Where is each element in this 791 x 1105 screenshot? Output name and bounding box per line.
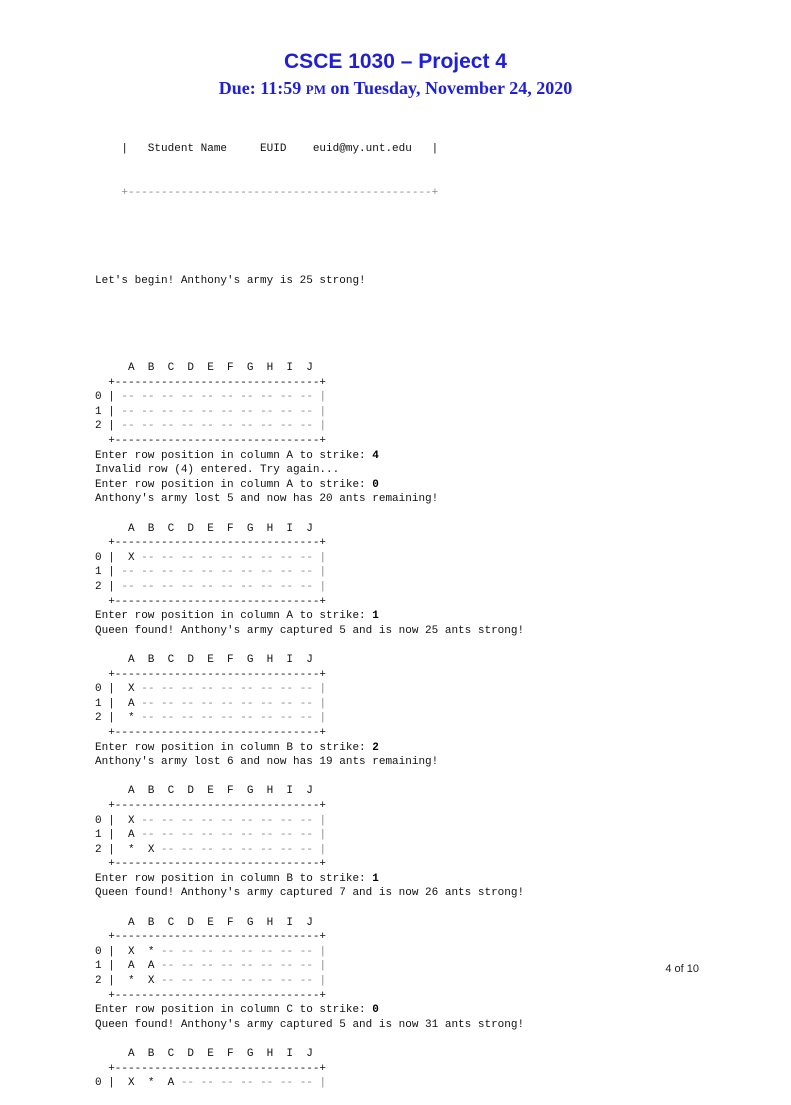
user-input: 4 bbox=[372, 449, 379, 462]
due-prefix: Due: 11:59 bbox=[218, 78, 306, 98]
game-board-block bbox=[95, 653, 524, 784]
row-cells: X -- -- -- -- -- -- -- -- -- bbox=[128, 551, 313, 564]
user-input: 1 bbox=[372, 610, 379, 623]
row-label: 2 | bbox=[95, 975, 129, 988]
board-border-bottom: +-------------------------------+ bbox=[95, 858, 327, 871]
user-input: 1 bbox=[372, 872, 379, 885]
row-cells: -- -- -- -- -- -- -- -- -- -- bbox=[121, 581, 313, 593]
row-end: | bbox=[312, 829, 327, 842]
board-row bbox=[95, 419, 524, 434]
board-columns: A B C D E F G H I J bbox=[95, 916, 313, 929]
board-border-top: +-------------------------------+ bbox=[95, 537, 327, 550]
row-label: 2 | bbox=[95, 581, 122, 593]
row-cells: * X -- -- -- -- -- -- -- -- bbox=[128, 843, 313, 856]
row-label: 0 | bbox=[95, 391, 122, 404]
row-label: 1 | bbox=[95, 829, 129, 842]
row-end: | bbox=[312, 960, 327, 973]
row-cells: * -- -- -- -- -- -- -- -- -- bbox=[128, 712, 313, 725]
log-text: Invalid row (4) entered. Try again... bbox=[95, 464, 340, 477]
row-end: | bbox=[312, 391, 327, 404]
board-border-bottom: +-------------------------------+ bbox=[95, 989, 327, 1002]
boards-container bbox=[95, 361, 524, 1091]
row-end: | bbox=[312, 712, 327, 725]
log-line bbox=[95, 478, 524, 493]
row-end: | bbox=[312, 975, 327, 988]
row-end: | bbox=[312, 566, 327, 579]
board-columns: A B C D E F G H I J bbox=[95, 362, 313, 375]
board-border-top: +-------------------------------+ bbox=[95, 668, 327, 681]
board-border-top: +-------------------------------+ bbox=[95, 1062, 327, 1075]
board-columns: A B C D E F G H I J bbox=[95, 785, 313, 798]
row-end: | bbox=[312, 420, 327, 433]
log-text: Queen found! Anthony's army captured 7 and is now 26 ants strong! bbox=[95, 887, 525, 900]
board-row bbox=[95, 551, 524, 566]
board-row bbox=[95, 959, 524, 974]
row-label: 2 | bbox=[95, 712, 129, 725]
log-text: Enter row position in column A to strike: bbox=[95, 478, 373, 491]
log-line bbox=[95, 741, 524, 756]
row-label: 1 | bbox=[95, 405, 122, 418]
board-border-bottom: +-------------------------------+ bbox=[95, 595, 327, 608]
page-title: CSCE 1030 – Project 4 bbox=[284, 50, 507, 73]
student-header-border: +----------------------------------------------+ bbox=[95, 186, 439, 199]
row-label: 2 | bbox=[95, 420, 122, 433]
log-text: Anthony's army lost 6 and now has 19 ants remaining! bbox=[95, 756, 439, 769]
board-row bbox=[95, 580, 524, 595]
game-board-block bbox=[95, 1047, 524, 1091]
board-row bbox=[95, 565, 524, 580]
log-line bbox=[95, 1018, 524, 1033]
row-cells: * X -- -- -- -- -- -- -- -- bbox=[128, 975, 313, 988]
board-border-top: +-------------------------------+ bbox=[95, 799, 327, 812]
due-pm: PM bbox=[305, 82, 326, 97]
log-text: Queen found! Anthony's army captured 5 and is now 31 ants strong! bbox=[95, 1018, 525, 1031]
due-date bbox=[0, 78, 791, 99]
row-end: | bbox=[312, 581, 327, 593]
board-row bbox=[95, 682, 524, 697]
board-row bbox=[95, 828, 524, 843]
game-board-block bbox=[95, 784, 524, 915]
row-end: | bbox=[312, 683, 327, 696]
board-row bbox=[95, 390, 524, 405]
log-line bbox=[95, 886, 524, 901]
log-text: Enter row position in column A to strike: bbox=[95, 610, 373, 623]
board-row bbox=[95, 814, 524, 829]
log-line bbox=[95, 755, 524, 770]
game-board-block bbox=[95, 916, 524, 1047]
game-board-block bbox=[95, 522, 524, 653]
row-end: | bbox=[312, 1077, 327, 1090]
board-row bbox=[95, 974, 524, 989]
game-board-block bbox=[95, 361, 524, 522]
row-end: | bbox=[312, 551, 327, 564]
row-cells: A -- -- -- -- -- -- -- -- -- bbox=[128, 829, 313, 842]
user-input: 0 bbox=[372, 478, 379, 491]
page-number: 4 of 10 bbox=[665, 963, 699, 975]
row-end: | bbox=[312, 697, 327, 710]
board-row bbox=[95, 405, 524, 420]
row-cells: A A -- -- -- -- -- -- -- -- bbox=[128, 960, 313, 973]
log-text: Enter row position in column C to strike: bbox=[95, 1004, 373, 1017]
board-columns: A B C D E F G H I J bbox=[95, 653, 313, 666]
row-cells: X -- -- -- -- -- -- -- -- -- bbox=[128, 814, 313, 827]
board-border-bottom: +-------------------------------+ bbox=[95, 726, 327, 739]
row-label: 0 | bbox=[95, 814, 129, 827]
board-border-top: +-------------------------------+ bbox=[95, 931, 327, 944]
row-label: 0 | bbox=[95, 945, 129, 958]
row-label: 0 | bbox=[95, 683, 129, 696]
log-text: Anthony's army lost 5 and now has 20 ants remaining! bbox=[95, 493, 439, 506]
intro-line: Let's begin! Anthony's army is 25 strong! bbox=[95, 274, 366, 287]
log-text: Enter row position in column B to strike: bbox=[95, 872, 373, 885]
board-row bbox=[95, 711, 524, 726]
board-row bbox=[95, 945, 524, 960]
student-header-row: | Student Name EUID euid@my.unt.edu | bbox=[95, 143, 439, 156]
row-cells: A -- -- -- -- -- -- -- -- -- bbox=[128, 697, 313, 710]
board-border-top: +-------------------------------+ bbox=[95, 376, 327, 389]
row-cells: X * A -- -- -- -- -- -- -- bbox=[128, 1077, 313, 1090]
user-input: 2 bbox=[372, 741, 379, 754]
row-label: 1 | bbox=[95, 960, 129, 973]
log-line bbox=[95, 492, 524, 507]
board-border-bottom: +-------------------------------+ bbox=[95, 435, 327, 448]
log-text: Enter row position in column B to strike: bbox=[95, 741, 373, 754]
row-cells: X -- -- -- -- -- -- -- -- -- bbox=[128, 683, 313, 696]
log-line bbox=[95, 624, 524, 639]
row-end: | bbox=[312, 945, 327, 958]
log-line bbox=[95, 1003, 524, 1018]
console-output bbox=[95, 113, 524, 1105]
row-cells: -- -- -- -- -- -- -- -- -- -- bbox=[121, 405, 313, 418]
row-end: | bbox=[312, 843, 327, 856]
row-label: 0 | bbox=[95, 1077, 129, 1090]
board-row bbox=[95, 1076, 524, 1091]
due-suffix: on Tuesday, November 24, 2020 bbox=[326, 78, 573, 98]
log-line bbox=[95, 449, 524, 464]
board-row bbox=[95, 843, 524, 858]
row-cells: X * -- -- -- -- -- -- -- -- bbox=[128, 945, 313, 958]
row-end: | bbox=[312, 814, 327, 827]
row-cells: -- -- -- -- -- -- -- -- -- -- bbox=[121, 420, 313, 433]
log-line bbox=[95, 872, 524, 887]
board-columns: A B C D E F G H I J bbox=[95, 1048, 313, 1060]
log-text: Queen found! Anthony's army captured 5 and is now 25 ants strong! bbox=[95, 624, 525, 637]
board-columns: A B C D E F G H I J bbox=[95, 522, 313, 535]
row-end: | bbox=[312, 405, 327, 418]
user-input: 0 bbox=[372, 1004, 379, 1017]
row-label: 0 | bbox=[95, 551, 129, 564]
log-line bbox=[95, 609, 524, 624]
row-cells: -- -- -- -- -- -- -- -- -- -- bbox=[121, 391, 313, 404]
row-cells: -- -- -- -- -- -- -- -- -- -- bbox=[121, 566, 313, 579]
log-text: Enter row position in column A to strike: bbox=[95, 449, 373, 462]
row-label: 1 | bbox=[95, 697, 129, 710]
row-label: 1 | bbox=[95, 566, 122, 579]
board-row bbox=[95, 697, 524, 712]
log-line bbox=[95, 463, 524, 478]
row-label: 2 | bbox=[95, 843, 129, 856]
